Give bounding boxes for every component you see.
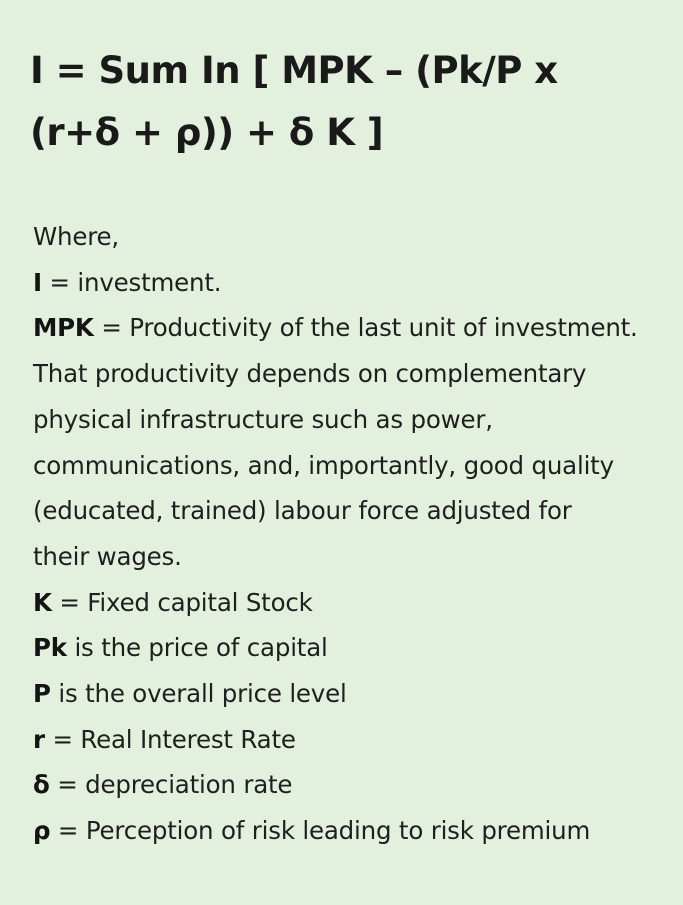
definition-mpk-continued: physical infrastructure such as power,	[33, 404, 493, 434]
definition-term: δ	[33, 770, 50, 800]
definition-text: is the price of capital	[66, 633, 328, 663]
definition-term: ρ	[33, 816, 51, 846]
definition-term: r	[33, 724, 45, 754]
definition-text: = depreciation rate	[49, 770, 293, 800]
definition-mpk-continued: their wages.	[33, 541, 182, 571]
definition-text: = investment.	[41, 267, 222, 297]
definition-mpk	[33, 305, 673, 351]
definitions-list	[33, 214, 673, 854]
definition-capital-stock	[33, 580, 673, 626]
definition-term: Pk	[33, 633, 67, 663]
definition-price-of-capital	[33, 625, 673, 671]
definition-text: = Fixed capital Stock	[51, 587, 313, 617]
definition-text: = Productivity of the last unit of investment.	[93, 313, 638, 343]
formula-line-2: (r+δ + ρ)) + δ K ]	[30, 111, 384, 154]
definition-mpk-continued: (educated, trained) labour force adjusted for	[33, 496, 572, 526]
definition-term: K	[33, 587, 52, 617]
definition-mpk-continued: communications, and, importantly, good quality	[33, 450, 614, 480]
definition-interest-rate	[33, 717, 673, 763]
investment-formula	[30, 40, 650, 164]
definition-investment	[33, 260, 673, 306]
definition-price-level	[33, 671, 673, 717]
definition-term: P	[33, 679, 51, 709]
definition-term: I	[33, 267, 42, 297]
definition-depreciation	[33, 762, 673, 808]
definitions-intro: Where,	[33, 222, 120, 251]
formula-line-1: I = Sum In [ MPK – (Pk/P x	[30, 49, 558, 92]
definition-risk-premium	[33, 808, 673, 854]
definition-mpk-continued: That productivity depends on complementary	[33, 359, 587, 389]
definition-text: is the overall price level	[50, 679, 347, 709]
definition-term: MPK	[33, 313, 94, 343]
definition-text: = Perception of risk leading to risk premium	[50, 816, 591, 846]
definition-text: = Real Interest Rate	[44, 724, 296, 754]
